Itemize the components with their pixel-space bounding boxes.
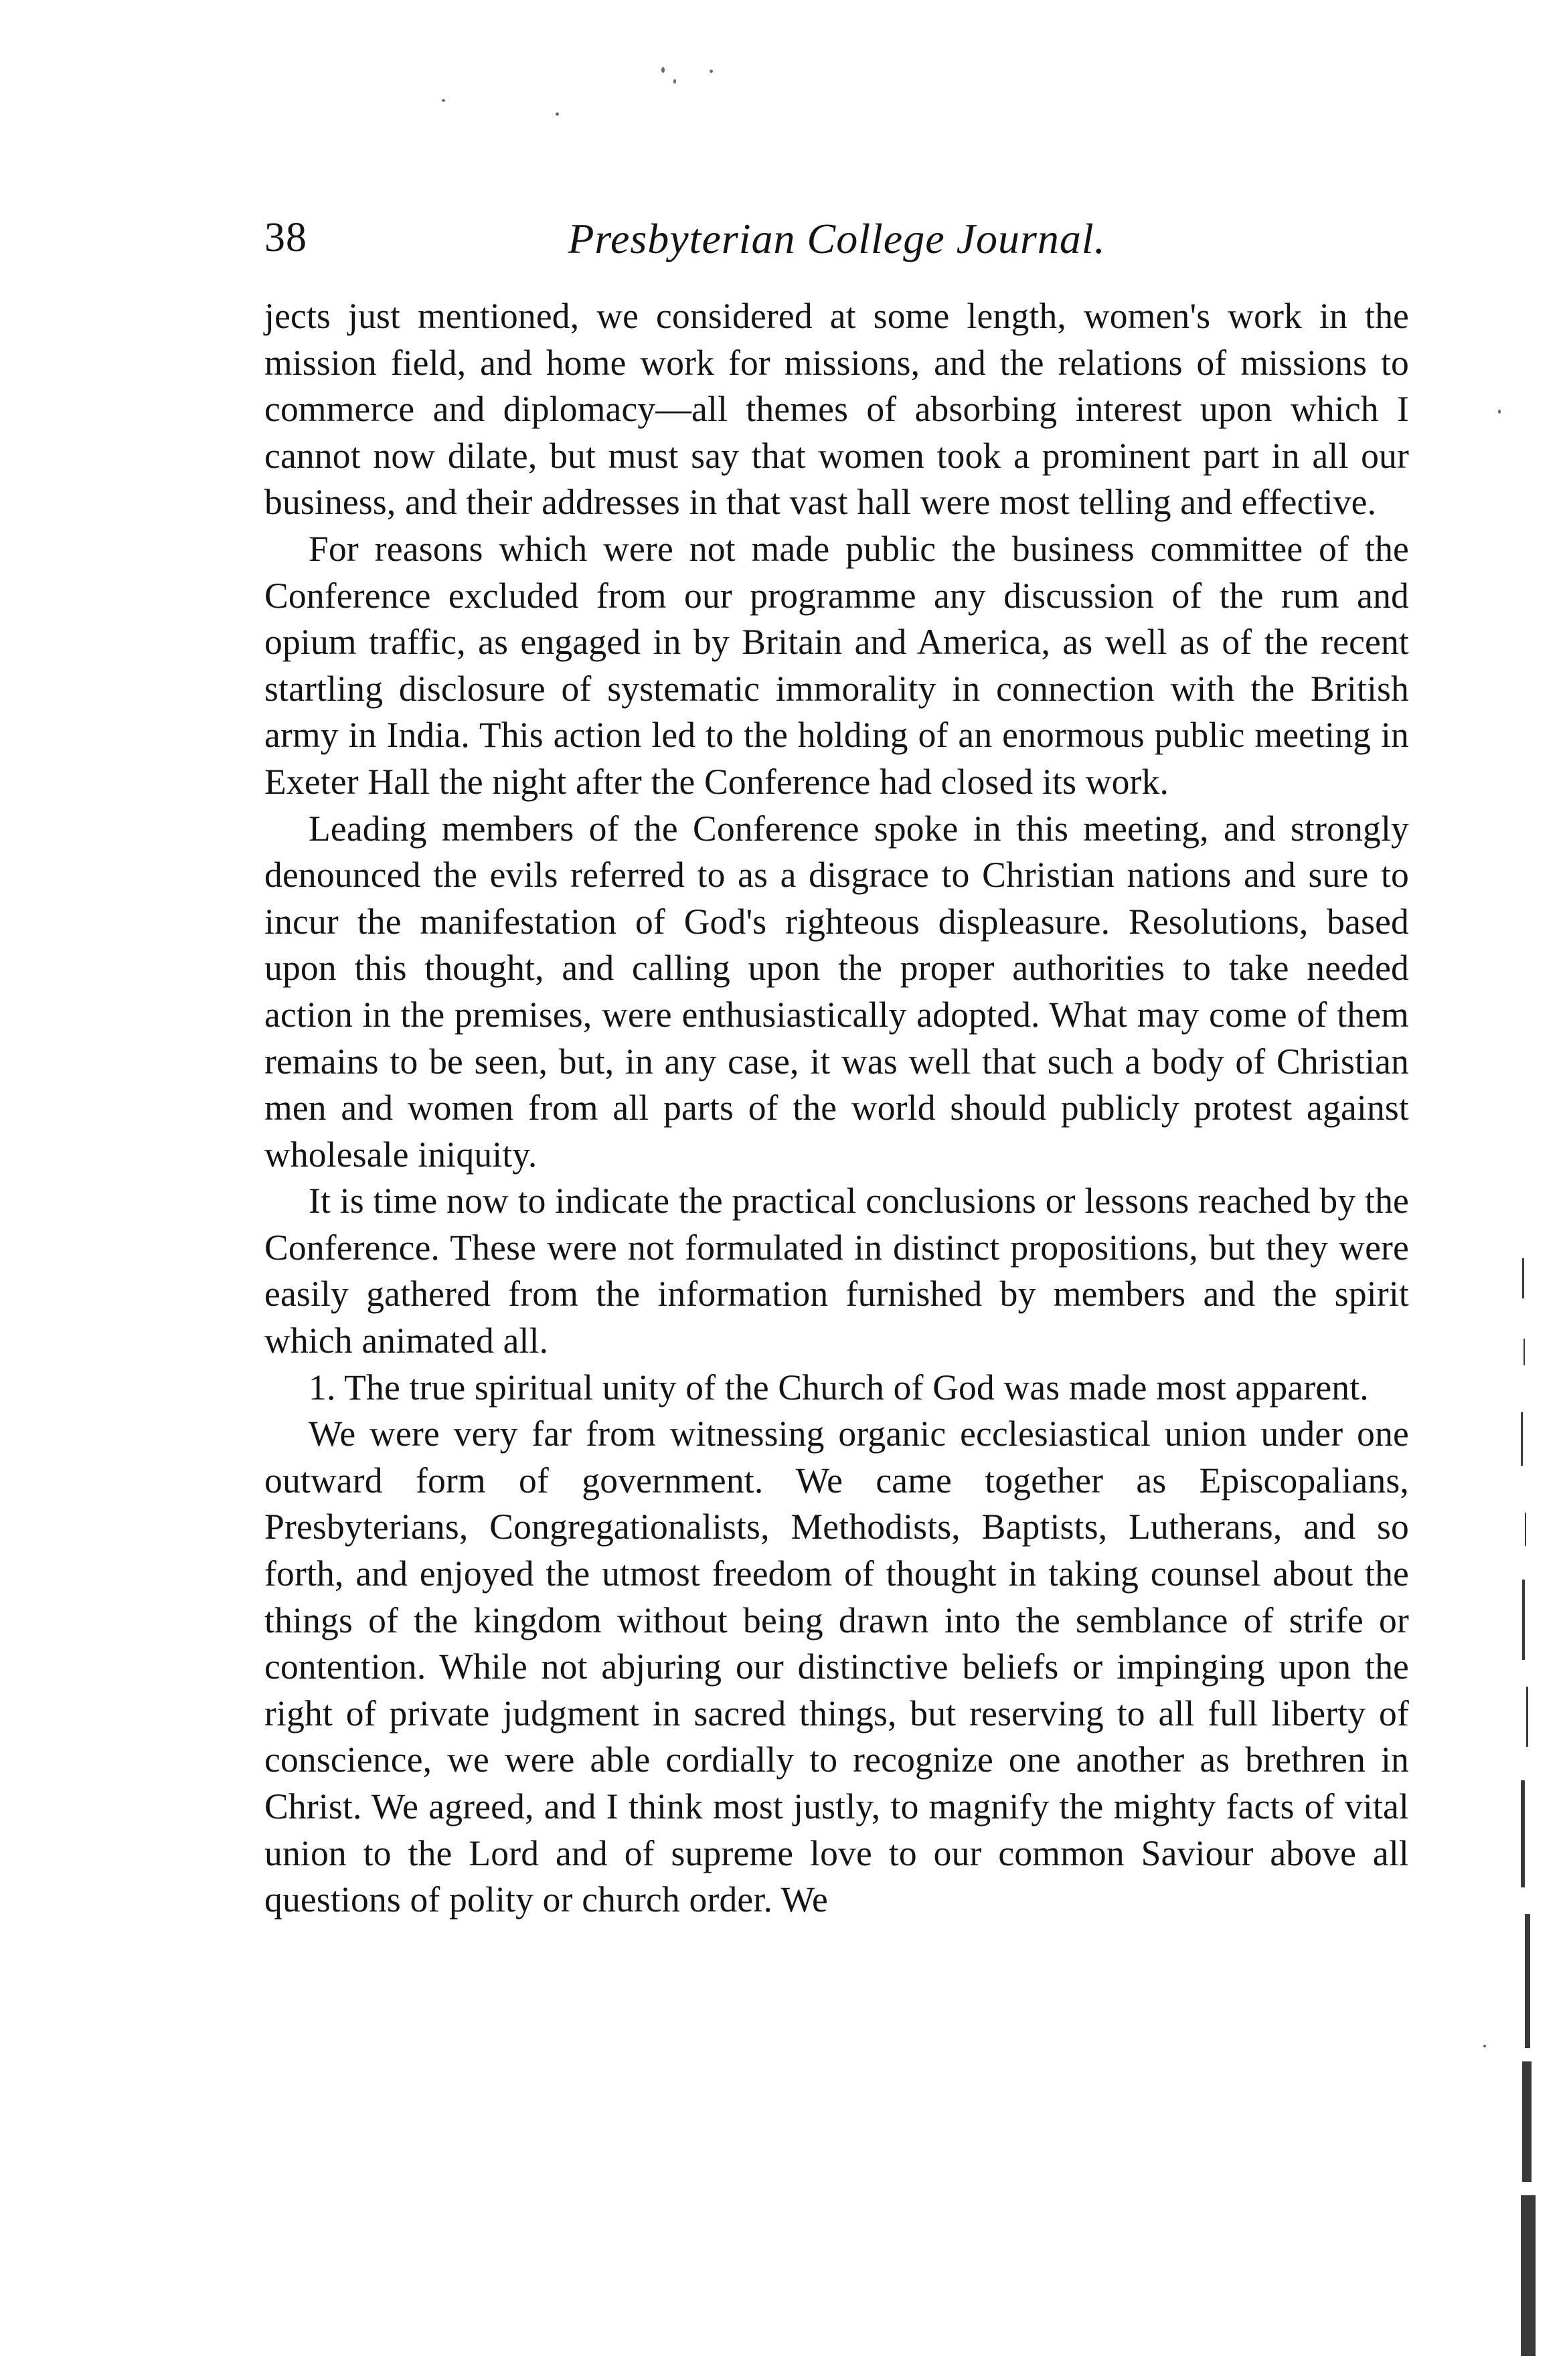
body-text: [264, 293, 1409, 1924]
paragraph: It is time now to indicate the practical conclusions or lessons reached by the Conference. These were not formulated in distinct propositions, but they were easily gathered from the information furnished by members and the spirit which animated all.: [264, 1181, 1409, 1361]
running-title: Presbyterian College Journal.: [568, 215, 1106, 262]
scan-speck: [556, 112, 559, 116]
page-header: [264, 214, 1409, 281]
page-edge-shadow: [1519, 1258, 1546, 2356]
scan-speck: [442, 99, 445, 102]
paragraph: jects just mentioned, we considered at some length, women's work in the mission field, and home work for missions, and the relations of missions to commerce and diplomacy—all themes of absorbing interest upon which I cannot now dilate, but must say that women took a prominent part in all our business, and their addresses in that vast hall were most telling and effective.: [264, 296, 1409, 523]
paragraph: For reasons which were not made public the business committee of the Conference excluded from our programme any discussion of the rum and opium traffic, as engaged in by Britain and America, as well as of the recent startling disclosure of systematic immorality in connection with the British army in India. This action led to the holding of an enormous public meeting in Exeter Hall the night after the Conference had closed its work.: [264, 528, 1409, 802]
paragraph: Leading members of the Conference spoke in this meeting, and strongly denounced the evils referred to as a disgrace to Christian nations and sure to incur the manifestation of God's righteous displeasure. Resolutions, based upon this thought, and calling upon the proper authorities to take needed action in the premises, were enthusiastically adopted. What may come of them remains to be seen, but, in any case, it was well that such a body of Christian men and women from all parts of the world should publicly protest against wholesale iniquity.: [264, 808, 1409, 1175]
scan-speck: [1483, 2045, 1486, 2047]
scan-speck: [710, 70, 713, 73]
page-number: 38: [264, 215, 307, 260]
scan-speck: [661, 67, 665, 73]
scan-speck: [673, 79, 676, 84]
paragraph: 1. The true spiritual unity of the Church of God was made most apparent.: [309, 1367, 1369, 1408]
scan-speck: [1498, 410, 1501, 414]
paragraph: We were very far from witnessing organic ecclesiastical union under one outward form of government. We came together as Episcopalians, Presbyterians, Congregationalists, Methodists, Baptists, Lutherans, and so forth, and enjoyed the utmost freedom of thought in taking counsel about the things of the kingdom without being drawn into the semblance of strife or contention. While not abjuring our distinctive beliefs or impinging upon the right of private judgment in sacred things, but reserving to all full liberty of conscience, we were able cordially to recognize one another as brethren in Christ. We agreed, and I think most justly, to magnify the mighty facts of vital union to the Lord and of supreme love to our common Saviour above all questions of polity or church order. We: [264, 1414, 1409, 1920]
